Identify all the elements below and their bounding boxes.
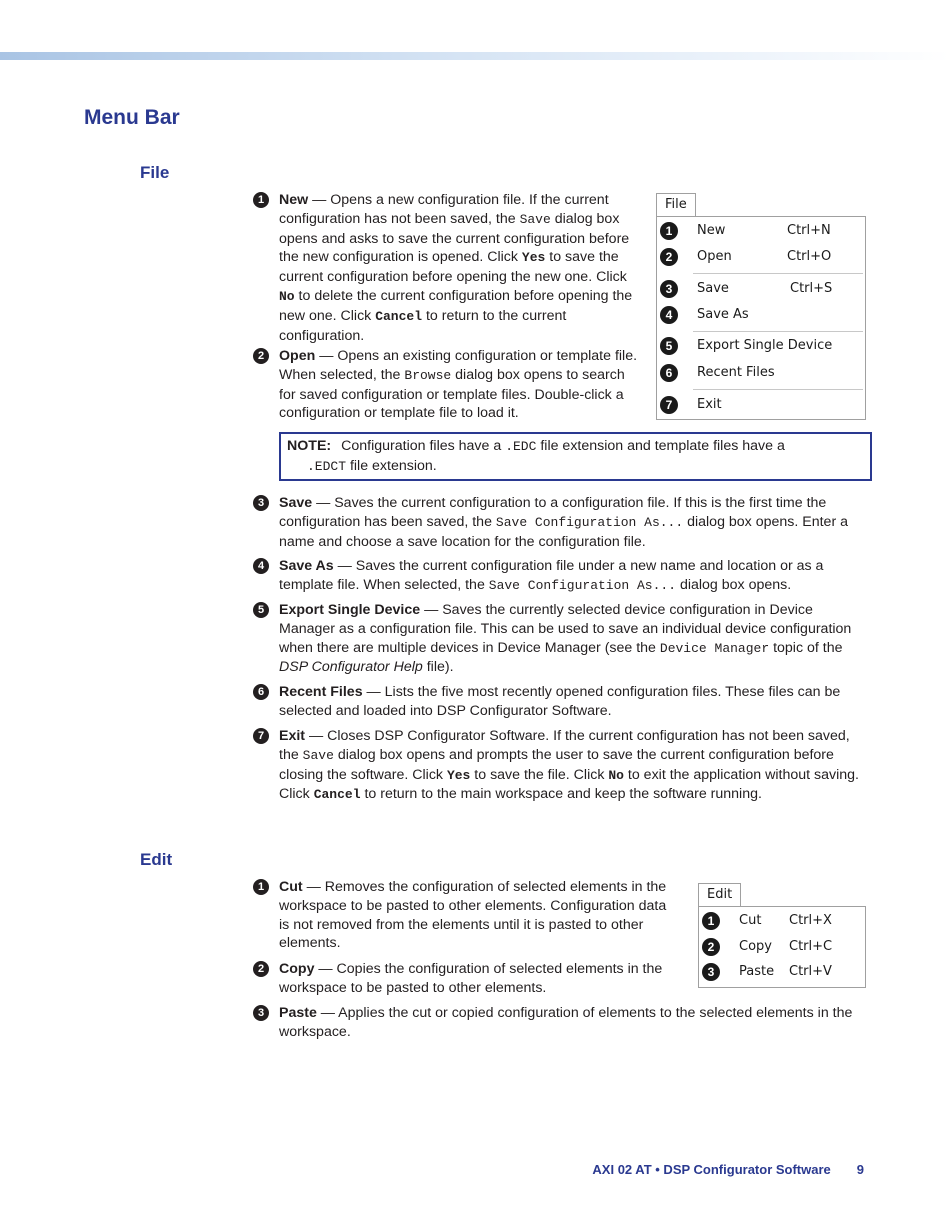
menu-entry-label: Save As (697, 307, 749, 322)
menu-entry-shortcut: Ctrl+S (790, 281, 833, 296)
description-segment: Saves the current configuration file under a new name and location or as a template file. When selected, the (279, 558, 824, 593)
dash-separator: — (314, 961, 337, 977)
description-segment: Removes the configuration of selected elements in the workspace to be pasted to other elements. Configuration data is not removed from the elements until it is pasted to other elements. (279, 879, 667, 952)
file-menu-entry-recent-files[interactable] (657, 363, 865, 383)
menu-entry-shortcut: Ctrl+O (787, 249, 832, 264)
edit-menu-panel (698, 906, 866, 988)
dash-separator: — (420, 602, 443, 618)
description-segment: Save (519, 211, 551, 227)
item-description (279, 192, 632, 344)
menu-tab-edit[interactable]: Edit (698, 883, 741, 907)
menu-tab-file[interactable]: File (656, 193, 696, 217)
callout-number-badge: 2 (253, 348, 269, 364)
description-segment: Lists the five most recently opened configuration files. These files can be selected and loaded into DSP Configurator Software. (279, 684, 841, 719)
description-segment: Browse (404, 367, 452, 383)
dash-separator: — (362, 684, 385, 700)
menu-number-badge: 7 (660, 396, 678, 414)
menu-entry-label: Recent Files (697, 365, 775, 380)
note-text-2: file extension and template files have a (536, 438, 785, 454)
item-text (279, 1004, 865, 1042)
item-term: Export Single Device (279, 602, 421, 618)
description-segment: to return to the main workspace and keep the software running. (360, 786, 762, 803)
edit-menu-entry-paste[interactable] (699, 962, 865, 982)
description-segment: Saves the currently selected device configuration in Device Manager as a configuration file. This can be used to save an individual device configuration when there are multiple devices in Device Manager (see the (279, 602, 852, 656)
dash-separator: — (312, 495, 335, 511)
item-term: Open (279, 348, 316, 364)
menu-number-badge: 2 (660, 248, 678, 266)
note-text-1: Configuration files have a (341, 438, 506, 454)
description-segment: dialog box opens. Enter a name and choose a save location for the configuration file. (279, 513, 849, 550)
note-text-3: file extension. (346, 457, 437, 474)
menu-entry-label: Exit (697, 397, 722, 412)
description-segment: Cancel (313, 787, 361, 803)
item-term: Save As (279, 558, 334, 574)
menu-number-badge: 1 (702, 912, 720, 930)
file-menu-entry-open[interactable] (657, 247, 865, 267)
description-segment: to save the file. Click (470, 766, 609, 783)
item-term: Recent Files (279, 684, 363, 700)
menu-number-badge: 6 (660, 364, 678, 382)
dash-separator: — (302, 879, 325, 895)
description-segment: to return to the current configuration. (279, 307, 567, 344)
description-segment: dialog box opens and asks to save the current configuration before the new configuration is opened. Click (279, 210, 630, 266)
callout-number-badge: 2 (253, 961, 269, 977)
dash-separator: — (308, 192, 331, 208)
description-segment: to save the current configuration before opening the new one. Click (279, 249, 627, 286)
description-segment: Yes (521, 250, 546, 266)
note-ext-edct: .EDCT (307, 458, 347, 474)
item-text (279, 960, 679, 998)
description-segment: Opens a new configuration file. If the current configuration has not been saved, the (279, 192, 609, 227)
menu-entry-label: Open (697, 249, 732, 264)
file-menu-entry-exit[interactable] (657, 395, 865, 415)
dash-separator: — (316, 1005, 339, 1021)
callout-number-badge: 7 (253, 728, 269, 744)
menu-entry-label: Copy (739, 939, 772, 954)
item-term: Cut (279, 879, 303, 895)
footer-title: AXI 02 AT • DSP Configurator Software (592, 1162, 831, 1177)
item-text (279, 601, 865, 677)
item-term: New (279, 192, 309, 208)
menu-number-badge: 5 (660, 337, 678, 355)
item-term: Copy (279, 961, 315, 977)
item-description (279, 728, 859, 802)
description-segment: Closes DSP Configurator Software. If the current configuration has not been saved, the (279, 728, 850, 763)
edit-menu-screenshot (698, 883, 866, 989)
edit-item-paste (253, 1004, 865, 1042)
item-text (279, 683, 865, 721)
page-footer (592, 1162, 864, 1177)
file-heading: File (140, 163, 170, 182)
file-menu-entry-export-single-device[interactable] (657, 336, 865, 356)
item-description (279, 495, 848, 550)
menu-number-badge: 1 (660, 222, 678, 240)
file-item-export-single-device (253, 601, 865, 677)
page-number: 9 (856, 1162, 864, 1177)
description-segment: to exit the application without saving. Click (279, 766, 859, 803)
description-segment: No (279, 288, 295, 304)
dash-separator: — (305, 728, 328, 744)
menu-separator (693, 331, 863, 332)
callout-number-badge: 4 (253, 558, 269, 574)
description-segment: Save Configuration As... (488, 577, 677, 593)
description-segment: to delete the current configuration before opening the new one. Click (279, 287, 633, 324)
item-text (279, 878, 679, 953)
edit-heading: Edit (140, 850, 173, 869)
description-segment: dialog box opens. (676, 576, 792, 593)
item-text (279, 557, 865, 596)
menu-entry-label: New (697, 223, 726, 238)
menu-number-badge: 3 (660, 280, 678, 298)
description-segment: Device Manager (659, 640, 770, 656)
callout-number-badge: 3 (253, 495, 269, 511)
callout-number-badge: 1 (253, 879, 269, 895)
menu-entry-shortcut: Ctrl+C (789, 939, 833, 954)
item-text (279, 727, 865, 805)
header-accent-bar (0, 52, 950, 60)
description-segment: Applies the cut or copied configuration of elements to the selected elements in the workspace. (279, 1005, 853, 1040)
menu-number-badge: 4 (660, 306, 678, 324)
description-segment: Save Configuration As... (495, 514, 684, 530)
description-segment: file). (422, 659, 454, 676)
menu-entry-label: Save (697, 281, 729, 296)
description-segment: dialog box opens and prompts the user to save the current configuration before closing the software. Click (279, 746, 834, 783)
menu-entry-label: Cut (739, 913, 762, 928)
file-menu-entry-save-as[interactable] (657, 305, 865, 325)
file-item-save-as (253, 557, 865, 596)
description-segment: Copies the configuration of selected elements in the workspace to be pasted to other elements. (279, 961, 663, 996)
menu-entry-shortcut: Ctrl+X (789, 913, 832, 928)
description-segment: dialog box opens to search for saved configuration or template files. Double-click a configuration or template file to load it. (279, 366, 625, 422)
menu-number-badge: 2 (702, 938, 720, 956)
item-text (279, 347, 643, 423)
item-term: Save (279, 495, 313, 511)
dash-separator: — (333, 558, 356, 574)
description-segment: No (608, 767, 624, 783)
description-segment: Save (302, 747, 334, 763)
item-text (279, 191, 643, 345)
callout-number-badge: 3 (253, 1005, 269, 1021)
file-item-new (253, 191, 643, 345)
item-term: Paste (279, 1005, 317, 1021)
item-description (279, 558, 823, 593)
file-menu-entry-new[interactable] (657, 221, 865, 241)
edit-menu-entry-copy[interactable] (699, 937, 865, 957)
description-segment: DSP Configurator Help (279, 659, 423, 676)
item-description (279, 961, 662, 996)
file-item-save (253, 494, 865, 551)
edit-menu-entry-cut[interactable] (699, 911, 865, 931)
item-text (279, 494, 865, 551)
menu-entry-label: Paste (739, 964, 775, 979)
file-menu-entry-save[interactable] (657, 279, 865, 299)
callout-number-badge: 1 (253, 192, 269, 208)
file-item-exit (253, 727, 865, 805)
description-segment: topic of the (769, 639, 843, 656)
description-segment: Cancel (375, 308, 423, 324)
menu-entry-shortcut: Ctrl+V (789, 964, 832, 979)
edit-item-cut (253, 878, 679, 953)
dash-separator: — (315, 348, 338, 364)
menu-entry-shortcut: Ctrl+N (787, 223, 831, 238)
description-segment: Saves the current configuration to a configuration file. If this is the first time the configuration has been saved, the (279, 495, 827, 530)
file-menu-screenshot (656, 193, 866, 421)
note-box (279, 432, 872, 481)
menu-entry-label: Export Single Device (697, 338, 833, 353)
menu-separator (693, 389, 863, 390)
note-ext-edc: .EDC (505, 439, 537, 454)
description-segment: Yes (446, 767, 471, 783)
item-description (279, 1005, 852, 1040)
callout-number-badge: 6 (253, 684, 269, 700)
menu-number-badge: 3 (702, 963, 720, 981)
edit-item-copy (253, 960, 679, 998)
item-term: Exit (279, 728, 306, 744)
file-menu-panel (656, 216, 866, 420)
callout-number-badge: 5 (253, 602, 269, 618)
item-description (279, 879, 666, 951)
note-label: NOTE: (287, 438, 332, 454)
page-heading: Menu Bar (84, 106, 180, 129)
file-item-recent-files (253, 683, 865, 721)
description-segment: Opens an existing configuration or template file. When selected, the (279, 348, 638, 383)
menu-separator (693, 273, 863, 274)
file-item-open (253, 347, 643, 423)
